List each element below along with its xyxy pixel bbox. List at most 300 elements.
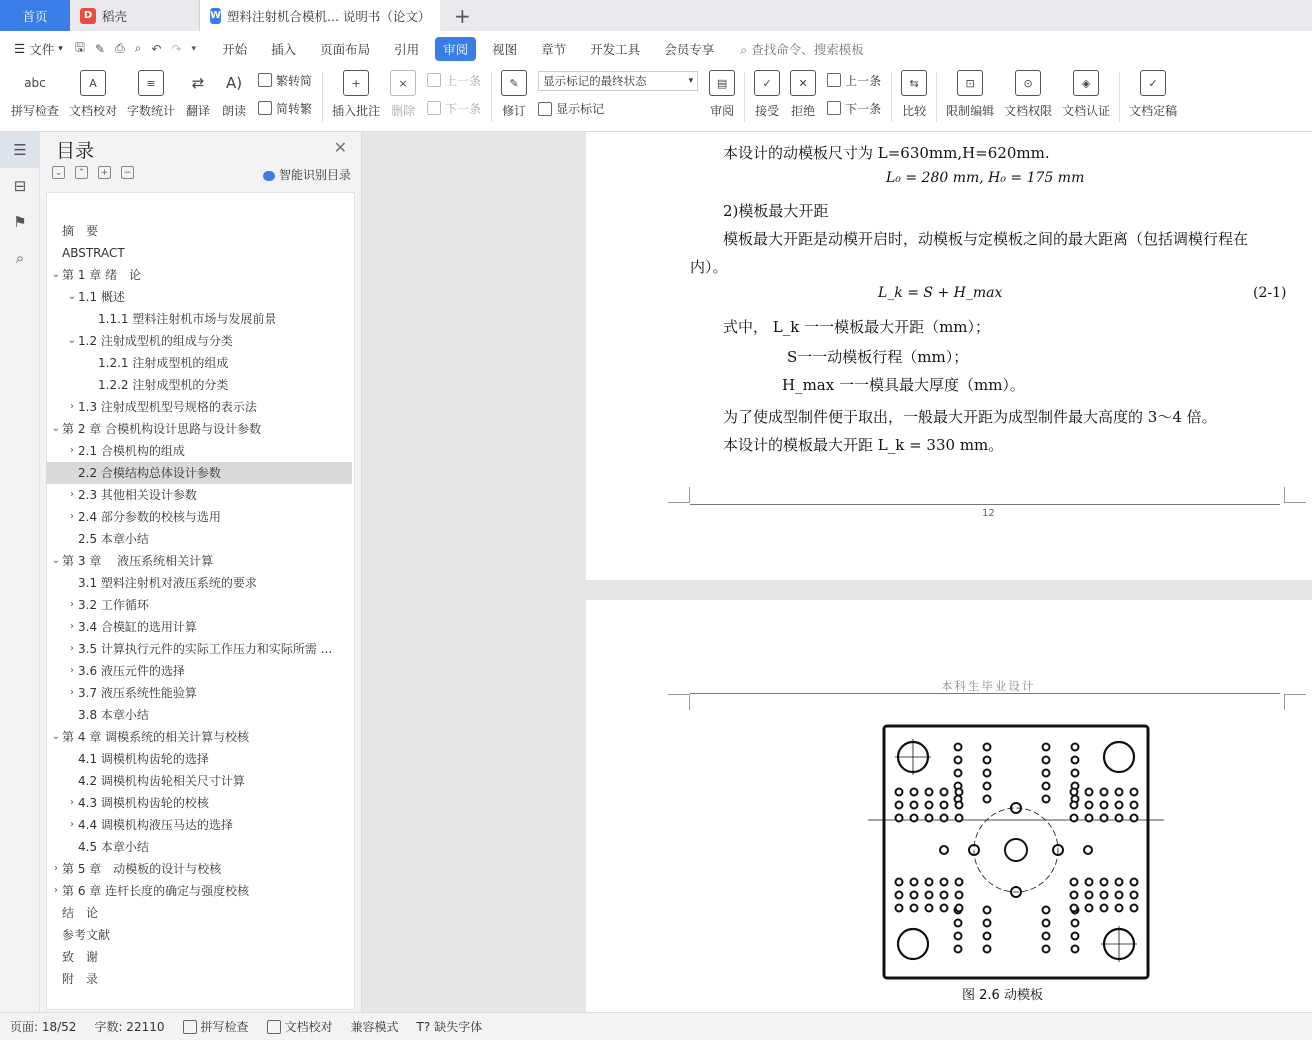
toc-item-label: 第 1 章 绪 论 xyxy=(62,268,142,282)
more-chevron-icon[interactable]: ▾ xyxy=(191,43,197,54)
mounting-hole xyxy=(926,815,933,822)
collapse-level-icon[interactable]: − xyxy=(121,166,134,179)
mounting-hole xyxy=(896,789,903,796)
paragraph: S一一动模板行程（mm）； xyxy=(787,348,969,366)
paragraph: 式中， L_k 一一模板最大开距（mm）； xyxy=(723,318,991,336)
chevron-right-icon[interactable]: › xyxy=(70,665,74,676)
mounting-hole xyxy=(926,802,933,809)
doc-auth-label: 文档认证 xyxy=(1062,104,1111,118)
mounting-hole xyxy=(941,879,948,886)
toc-item[interactable] xyxy=(46,462,352,484)
doc-rights-icon: ⊙ xyxy=(1015,70,1041,96)
toc-item[interactable] xyxy=(46,968,352,990)
ribbon-divider xyxy=(491,72,492,122)
paragraph: 本设计的模板最大开距 L_k = 330 mm。 xyxy=(723,436,1004,454)
expand-all-icon[interactable]: ⌄ xyxy=(52,166,65,179)
document-area xyxy=(362,132,1312,1012)
mounting-hole xyxy=(911,789,918,796)
toc-item[interactable] xyxy=(46,220,352,242)
toc-item-label: 1.1 概述 xyxy=(78,290,125,304)
menu-insert[interactable]: 插入 xyxy=(271,41,297,57)
menu-member[interactable]: 会员专享 xyxy=(664,41,715,57)
mounting-hole xyxy=(1101,802,1108,809)
mounting-hole xyxy=(941,789,948,796)
menu-references[interactable]: 引用 xyxy=(394,41,420,57)
toc-item[interactable] xyxy=(46,704,352,726)
smart-toc-button[interactable] xyxy=(263,166,351,183)
mounting-hole xyxy=(1043,757,1050,764)
mounting-hole xyxy=(955,920,962,927)
mounting-hole xyxy=(984,946,991,953)
toc-item[interactable] xyxy=(46,616,352,638)
status-bar xyxy=(0,1012,1312,1040)
chevron-down-icon[interactable]: ⌄ xyxy=(51,731,61,742)
toc-item-label: 第 2 章 合模机构设计思路与设计参数 xyxy=(62,422,262,436)
toc-item[interactable] xyxy=(46,528,352,550)
chevron-right-icon[interactable]: › xyxy=(70,401,74,412)
proof-icon xyxy=(267,1020,281,1034)
toc-controls xyxy=(52,166,134,179)
read-aloud-button[interactable] xyxy=(216,66,252,128)
mounting-hole xyxy=(1116,802,1123,809)
mounting-hole xyxy=(984,744,991,751)
chevron-right-icon[interactable]: › xyxy=(54,863,58,874)
delete-comment-button[interactable] xyxy=(385,66,421,128)
toc-item[interactable] xyxy=(46,594,352,616)
equation-number: (2-1) xyxy=(1253,285,1287,301)
smart-toc-icon xyxy=(263,171,275,181)
center-hole xyxy=(1005,839,1027,861)
paragraph: 本设计的动模板尺寸为 L=630mm,H=620mm. xyxy=(723,144,1050,162)
review-ribbon xyxy=(0,66,1312,132)
toc-item-label: 3.7 液压系统性能验算 xyxy=(78,686,197,700)
prev-change-button[interactable] xyxy=(827,72,881,89)
document-page-12 xyxy=(586,132,1312,580)
toc-item[interactable] xyxy=(46,726,352,748)
page-indicator[interactable]: 页面: 18/52 xyxy=(10,1020,77,1034)
toc-item[interactable] xyxy=(46,770,352,792)
insert-comment-button[interactable] xyxy=(327,66,385,128)
menu-start[interactable]: 开始 xyxy=(222,41,248,57)
toc-item[interactable] xyxy=(46,352,352,374)
mounting-hole xyxy=(911,892,918,899)
checkbox-icon xyxy=(183,1020,197,1034)
doc-auth-button[interactable] xyxy=(1057,66,1115,128)
chevron-right-icon[interactable]: › xyxy=(70,643,74,654)
mounting-hole xyxy=(896,815,903,822)
menu-bar xyxy=(0,31,1312,66)
next-comment-label: 下一条 xyxy=(445,101,482,116)
mounting-hole xyxy=(1043,783,1050,790)
command-search-label: 查找命令、搜索模板 xyxy=(751,41,864,57)
toc-item-label: 结 论 xyxy=(62,906,99,920)
toc-item[interactable] xyxy=(46,286,352,308)
mounting-hole xyxy=(1043,770,1050,777)
mounting-hole xyxy=(1116,879,1123,886)
page-corner-mark xyxy=(1284,487,1306,503)
mounting-hole xyxy=(1071,815,1078,822)
compat-mode: 兼容模式 xyxy=(350,1020,399,1034)
show-markup-icon xyxy=(538,102,552,116)
toc-item-label: 4.3 调模机构齿轮的校核 xyxy=(78,796,209,810)
mounting-hole xyxy=(926,879,933,886)
finalize-label: 文档定稿 xyxy=(1129,104,1178,118)
mounting-hole xyxy=(1116,815,1123,822)
toc-item-label: 参考文献 xyxy=(62,928,111,942)
tab-document[interactable] xyxy=(200,0,440,31)
menu-section[interactable]: 章节 xyxy=(541,41,567,57)
paragraph: 内）。 xyxy=(690,258,728,276)
toc-item-label: 3.4 合模缸的选用计算 xyxy=(78,620,197,634)
tab-home[interactable]: 首页 xyxy=(0,0,70,31)
comment-nav-group xyxy=(421,66,487,122)
mounting-hole xyxy=(896,905,903,912)
mounting-hole xyxy=(941,802,948,809)
toc-item[interactable] xyxy=(46,572,352,594)
equation-2-1: L_k = S + H_max xyxy=(878,285,1003,301)
toc-item-label: 附 录 xyxy=(62,972,99,986)
toc-item[interactable] xyxy=(46,924,352,946)
smart-toc-label: 智能识别目录 xyxy=(278,168,351,182)
mounting-hole xyxy=(1131,802,1138,809)
page-number: 12 xyxy=(982,508,995,519)
next-change-button[interactable] xyxy=(827,100,881,117)
mounting-hole xyxy=(1071,892,1078,899)
undo-icon[interactable]: ↶ xyxy=(151,41,162,56)
toc-item-label: 1.1.1 塑料注射机市场与发展前景 xyxy=(98,312,277,326)
chevron-down-icon[interactable]: ⌄ xyxy=(67,335,77,346)
insert-comment-label: 插入批注 xyxy=(332,104,381,118)
translate-label: 翻译 xyxy=(186,104,211,118)
toc-item[interactable] xyxy=(46,374,352,396)
toc-item[interactable] xyxy=(46,858,352,880)
paragraph: 2)模板最大开距 xyxy=(723,202,829,220)
mounting-hole xyxy=(1116,789,1123,796)
mounting-hole xyxy=(1131,789,1138,796)
reject-button[interactable] xyxy=(785,66,821,128)
search-icon: ⌕ xyxy=(740,41,748,57)
prev-change-label: 上一条 xyxy=(845,73,882,88)
toc-item[interactable] xyxy=(46,264,352,286)
track-changes-label: 修订 xyxy=(502,104,527,118)
mounting-hole xyxy=(1101,789,1108,796)
mounting-hole xyxy=(1086,789,1093,796)
mounting-hole xyxy=(941,905,948,912)
ribbon-divider xyxy=(891,72,892,122)
chevron-right-icon[interactable]: › xyxy=(70,797,74,808)
toc-item-label: 2.3 其他相关设计参数 xyxy=(78,488,197,502)
tab-document-label: 塑料注射机合模机... 说明书（论文） xyxy=(227,8,431,24)
toc-item-label: 摘 要 xyxy=(62,224,99,238)
mounting-hole xyxy=(956,892,963,899)
mounting-hole xyxy=(1131,892,1138,899)
doc-proof-label: 文档校对 xyxy=(69,104,118,118)
page-corner-mark xyxy=(668,694,690,710)
page-corner-mark xyxy=(1284,694,1306,710)
prev-comment-label: 上一条 xyxy=(445,73,482,88)
toc-item[interactable] xyxy=(46,418,352,440)
proof-status[interactable] xyxy=(267,1018,333,1035)
toc-item-label: 3.1 塑料注射机对液压系统的要求 xyxy=(78,576,257,590)
mounting-hole xyxy=(1043,907,1050,914)
spell-check-button[interactable] xyxy=(6,66,64,128)
word-count-icon: ≡ xyxy=(138,70,164,96)
mounting-hole xyxy=(1043,920,1050,927)
toc-item[interactable] xyxy=(46,748,352,770)
translate-button[interactable] xyxy=(180,66,216,128)
mounting-hole xyxy=(984,920,991,927)
delete-comment-label: 删除 xyxy=(391,104,416,118)
mounting-hole xyxy=(1101,905,1108,912)
chevron-down-icon: ▾ xyxy=(688,75,694,86)
mounting-hole xyxy=(1072,757,1079,764)
toc-item[interactable] xyxy=(46,902,352,924)
chevron-down-icon[interactable]: ⌄ xyxy=(51,269,61,280)
mounting-hole xyxy=(984,907,991,914)
bookmark-icon[interactable]: ⚑ xyxy=(13,213,27,231)
bolt-hole xyxy=(1084,846,1092,854)
mounting-hole xyxy=(941,815,948,822)
mounting-hole xyxy=(1086,815,1093,822)
chevron-right-icon[interactable]: › xyxy=(70,445,74,456)
mounting-hole xyxy=(1072,770,1079,777)
mounting-hole xyxy=(926,892,933,899)
collapse-all-icon[interactable]: ⌃ xyxy=(75,166,88,179)
mounting-hole xyxy=(1101,892,1108,899)
toc-item-label: 第 4 章 调模系统的相关计算与校核 xyxy=(62,730,250,744)
accept-button[interactable] xyxy=(749,66,785,128)
mounting-hole xyxy=(896,802,903,809)
toc-item[interactable] xyxy=(46,682,352,704)
mounting-hole xyxy=(896,879,903,886)
restrict-edit-button[interactable] xyxy=(941,66,999,128)
footer-rule xyxy=(690,504,1280,505)
review-pane-label: 审阅 xyxy=(710,104,735,118)
daoke-icon: D xyxy=(80,8,96,24)
mounting-hole xyxy=(1086,879,1093,886)
ribbon-divider xyxy=(744,72,745,122)
toc-item[interactable] xyxy=(46,506,352,528)
toc-item-label: 3.5 计算执行元件的实际工作压力和实际所需 ... xyxy=(78,642,333,656)
toc-list xyxy=(46,220,352,990)
mounting-hole xyxy=(955,757,962,764)
format-painter-icon[interactable]: ✎ xyxy=(95,41,106,56)
tab-daoke[interactable] xyxy=(70,0,200,31)
paragraph: 为了使成型制件便于取出，一般最大开距为成型制件最大高度的 3～4 倍。 xyxy=(723,408,1217,426)
toc-item-label: 2.1 合模机构的组成 xyxy=(78,444,185,458)
search-icon[interactable]: ⌕ xyxy=(15,249,25,267)
menu-developer[interactable]: 开发工具 xyxy=(590,41,641,57)
word-count-button[interactable] xyxy=(122,66,180,128)
compare-button[interactable] xyxy=(896,66,932,128)
mounting-hole xyxy=(941,892,948,899)
save-icon[interactable]: 🖫 xyxy=(74,40,85,54)
mounting-hole xyxy=(1071,905,1078,912)
chevron-right-icon[interactable]: › xyxy=(70,819,74,830)
mounting-hole xyxy=(911,802,918,809)
ribbon-divider xyxy=(1119,72,1120,122)
file-menu[interactable] xyxy=(10,40,75,58)
chevron-right-icon[interactable]: › xyxy=(70,621,74,632)
trad-to-simp-button[interactable] xyxy=(258,72,312,89)
expand-level-icon[interactable]: + xyxy=(98,166,111,179)
mounting-hole xyxy=(1101,879,1108,886)
menu-review[interactable]: 审阅 xyxy=(435,37,476,61)
toc-item[interactable] xyxy=(46,440,352,462)
missing-font-button[interactable] xyxy=(417,1018,483,1035)
reject-label: 拒绝 xyxy=(791,104,816,118)
prev-change-icon xyxy=(827,73,841,87)
spell-check-status[interactable] xyxy=(183,1018,249,1035)
mounting-hole xyxy=(1071,802,1078,809)
word-count-indicator[interactable]: 字数: 22110 xyxy=(94,1020,165,1034)
mounting-hole xyxy=(1116,905,1123,912)
markup-group xyxy=(532,66,704,122)
delete-comment-icon: × xyxy=(390,70,416,96)
bolt-hole xyxy=(940,846,948,854)
toc-item[interactable] xyxy=(46,946,352,968)
review-pane-button[interactable] xyxy=(704,66,740,128)
menu-view[interactable]: 视图 xyxy=(492,41,518,57)
comment-icon: + xyxy=(343,70,369,96)
chevron-right-icon[interactable]: › xyxy=(54,885,58,896)
finalize-icon: ✓ xyxy=(1140,70,1166,96)
finalize-button[interactable] xyxy=(1124,66,1182,128)
next-comment-icon xyxy=(427,101,441,115)
figure-caption: 图 2.6 动模板 xyxy=(962,988,1043,1003)
missing-font-label: 缺失字体 xyxy=(434,1020,483,1034)
mounting-hole xyxy=(955,933,962,940)
markup-state-select[interactable] xyxy=(538,71,698,91)
toc-item[interactable] xyxy=(46,484,352,506)
prev-comment-button[interactable] xyxy=(427,72,481,89)
mounting-hole xyxy=(926,789,933,796)
paragraph: 模板最大开距是动模开启时，动模板与定模板之间的最大距离（包括调模行程在 xyxy=(723,230,1249,248)
accept-label: 接受 xyxy=(755,104,780,118)
restrict-edit-label: 限制编辑 xyxy=(946,104,995,118)
mounting-hole xyxy=(896,892,903,899)
chevron-right-icon[interactable]: › xyxy=(70,687,74,698)
toc-item[interactable] xyxy=(46,396,352,418)
doc-rights-button[interactable] xyxy=(999,66,1057,128)
toc-panel-icon[interactable]: ☰ xyxy=(0,132,40,168)
toc-item-label: 2.2 合模结构总体设计参数 xyxy=(78,466,221,480)
toc-item-label: 4.4 调模机构液压马达的选择 xyxy=(78,818,233,832)
track-changes-button[interactable] xyxy=(496,66,532,128)
read-aloud-icon: A) xyxy=(225,74,243,92)
toc-item-label: ABSTRACT xyxy=(62,246,125,260)
chevron-down-icon[interactable]: ⌄ xyxy=(51,555,61,566)
missing-font-icon: T? xyxy=(416,1019,431,1034)
toc-item-label: 2.4 部分参数的校核与选用 xyxy=(78,510,221,524)
mounting-hole xyxy=(956,802,963,809)
toc-item-label: 1.2.2 注射成型机的分类 xyxy=(98,378,229,392)
toc-item-label: 2.5 本章小结 xyxy=(78,532,149,546)
mounting-hole xyxy=(1043,796,1050,803)
mounting-hole xyxy=(955,744,962,751)
mounting-hole xyxy=(1072,744,1079,751)
mounting-hole xyxy=(955,770,962,777)
toc-item[interactable] xyxy=(46,308,352,330)
quick-tools xyxy=(75,38,196,59)
menu-layout[interactable]: 页面布局 xyxy=(320,41,371,57)
toc-item-label: 4.2 调模机构齿轮相关尺寸计算 xyxy=(78,774,245,788)
command-search[interactable] xyxy=(740,40,864,58)
simp-to-trad-button[interactable] xyxy=(258,100,312,117)
toc-item[interactable] xyxy=(46,814,352,836)
document-page-13 xyxy=(586,600,1312,1012)
show-markup-button[interactable] xyxy=(538,100,698,117)
trad-simp-icon xyxy=(258,73,272,87)
mounting-hole xyxy=(984,796,991,803)
chevron-right-icon[interactable]: › xyxy=(70,599,74,610)
tie-bar-hole xyxy=(898,929,928,959)
read-aloud-label: 朗读 xyxy=(222,104,247,118)
ribbon-divider xyxy=(322,72,323,122)
markup-state-value: 显示标记的最终状态 xyxy=(543,73,647,88)
mounting-hole xyxy=(1071,879,1078,886)
navigation-icon[interactable]: ⊟ xyxy=(13,177,27,195)
close-icon[interactable]: ✕ xyxy=(333,138,347,157)
next-change-icon xyxy=(827,101,841,115)
chevron-down-icon[interactable]: ⌄ xyxy=(67,291,77,302)
simp-to-trad-label: 简转繁 xyxy=(276,101,313,116)
toc-item[interactable] xyxy=(46,330,352,352)
header-rule xyxy=(690,693,1280,694)
doc-proof-button[interactable] xyxy=(64,66,122,128)
print-preview-icon[interactable]: ⌕ xyxy=(134,41,142,55)
redo-icon[interactable]: ↷ xyxy=(171,41,182,56)
doc-proof-icon: A xyxy=(80,70,106,96)
toc-item[interactable] xyxy=(46,242,352,264)
next-comment-button[interactable] xyxy=(427,100,481,117)
mounting-hole xyxy=(1086,802,1093,809)
mounting-hole xyxy=(956,879,963,886)
chevron-right-icon[interactable]: › xyxy=(70,511,74,522)
chevron-down-icon[interactable]: ⌄ xyxy=(51,423,61,434)
toc-item-label: 第 3 章 液压系统相关计算 xyxy=(62,554,214,568)
proof-status-label: 文档校对 xyxy=(284,1020,333,1034)
toc-item-label: 1.2.1 注射成型机的组成 xyxy=(98,356,229,370)
equation-l0-h0: L₀ = 280 mm, H₀ = 175 mm xyxy=(886,170,1085,186)
toc-item-label: 4.1 调模机构齿轮的选择 xyxy=(78,752,209,766)
toc-item-label: 第 6 章 连杆长度的确定与强度校核 xyxy=(62,884,250,898)
prev-comment-icon xyxy=(427,73,441,87)
new-tab-plus-icon[interactable]: + xyxy=(454,3,471,28)
toc-item[interactable] xyxy=(46,836,352,858)
file-menu-label: 文件 xyxy=(29,41,55,57)
toc-item[interactable] xyxy=(46,792,352,814)
paragraph: H_max 一一模具最大厚度（mm）。 xyxy=(782,376,1025,394)
toc-item-label: 第 5 章 动模板的设计与校核 xyxy=(62,862,222,876)
toc-item[interactable] xyxy=(46,660,352,682)
toc-item[interactable] xyxy=(46,638,352,660)
mounting-hole xyxy=(1072,933,1079,940)
print-icon[interactable]: ⎙ xyxy=(115,41,125,55)
mounting-hole xyxy=(984,757,991,764)
tab-daoke-label: 稻壳 xyxy=(102,8,128,24)
compare-icon: ⇆ xyxy=(901,70,927,96)
chevron-right-icon[interactable]: › xyxy=(70,489,74,500)
toc-item[interactable] xyxy=(46,880,352,902)
ribbon-divider xyxy=(936,72,937,122)
toc-item[interactable] xyxy=(46,550,352,572)
tab-bar xyxy=(0,0,1312,31)
toc-item-label: 1.3 注射成型机型号规格的表示法 xyxy=(78,400,257,414)
mounting-hole xyxy=(1086,905,1093,912)
toc-item-label: 3.8 本章小结 xyxy=(78,708,149,722)
toc-panel xyxy=(40,132,362,1012)
